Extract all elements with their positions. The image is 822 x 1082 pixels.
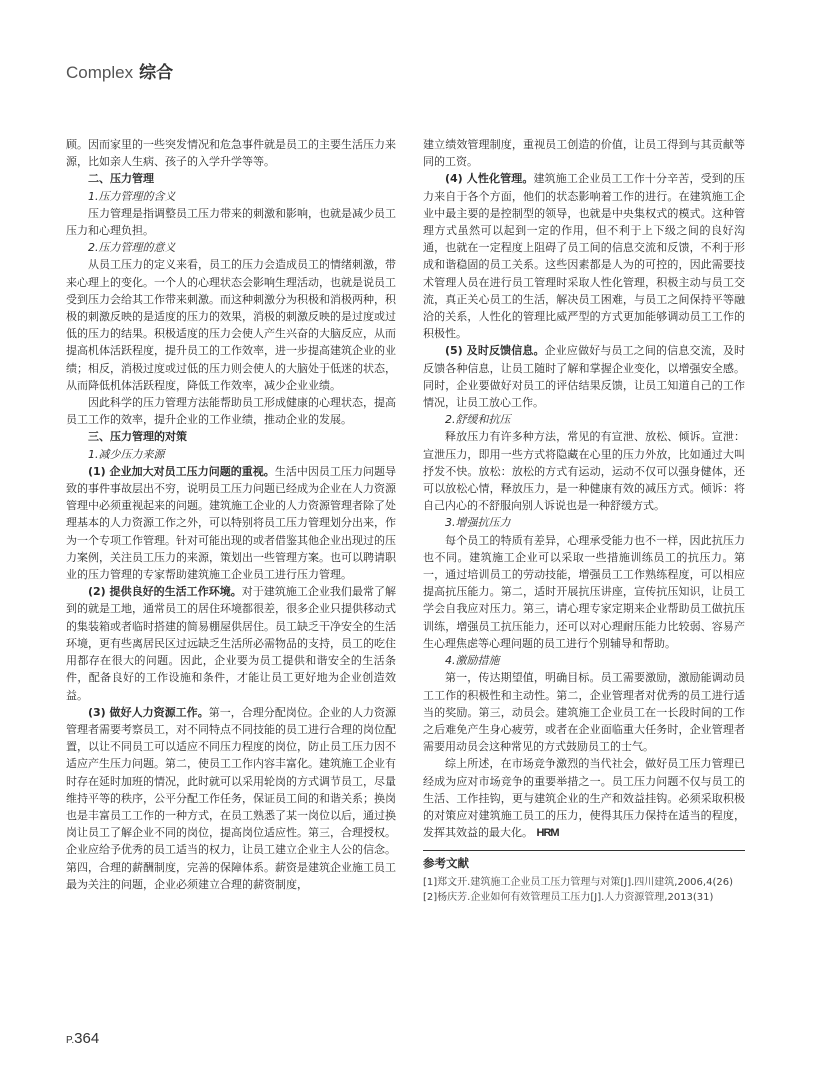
paragraph-text: 释放压力有许多种方法，常见的有宣泄、放松、倾诉。宣泄：宣泄压力，即用一些方式将隐藏在心里的压力外放，比如通过大叫抒发不快。放松：放松的方式有运动，运动不仅可以强身健体，还可以放松心情，释放压力，是一种健康有效的减压方式。倾诉：将自己内心的不舒服向别人诉说也是一种舒缓方式。 bbox=[423, 430, 745, 513]
paragraph-text: 建立绩效管理制度，重视员工创造的价值，让员工得到与其贡献等同的工资。 bbox=[423, 138, 745, 169]
body-paragraph bbox=[66, 205, 396, 239]
references bbox=[423, 850, 745, 904]
paragraph-text: 企业应做好与员工之间的信息交流，及时反馈各种信息，让员工随时了解和掌握企业变化，以增强安全感。同时，企业要做好对员工的评估结果反馈，让员工知道自己的工作情况，让员工放心工作。 bbox=[423, 344, 746, 410]
page-number bbox=[66, 1030, 99, 1047]
right-column-body bbox=[423, 136, 745, 842]
paragraph-text: 1.减少压力来源 bbox=[88, 447, 165, 461]
paragraph-text: 3.增强抗压力 bbox=[445, 516, 511, 530]
header-cn: 综合 bbox=[139, 63, 174, 83]
subsection-heading bbox=[423, 652, 745, 669]
paragraph-lead: (5) 及时反馈信息。 bbox=[445, 344, 545, 358]
body-paragraph bbox=[423, 755, 745, 842]
paragraph-text: 4.激励措施 bbox=[445, 654, 500, 668]
subsection-heading bbox=[66, 446, 396, 463]
numbered-paragraph bbox=[423, 342, 745, 411]
paragraph-text: 第一，传达期望值，明确目标。员工需要激励，激励能调动员工工作的积极性和主动性。第二，企业管理者对优秀的员工进行适当的奖励。第三，动员会。建筑施工企业员工在一长段时间的工作之后难免产生身心疲劳，或者在企业面临重大任务时，企业管理者需要用动员会这种常见的方式鼓励员工的士气。 bbox=[423, 671, 745, 754]
paragraph-text: 压力管理是指调整员工压力带来的刺激和影响，也就是减少员工压力和心理负担。 bbox=[66, 206, 396, 238]
paragraph-lead: (1) 企业加大对员工压力问题的重视。 bbox=[88, 464, 275, 478]
header-en: Complex bbox=[66, 63, 134, 82]
subsection-heading bbox=[66, 188, 396, 205]
subsection-heading bbox=[423, 411, 745, 428]
numbered-paragraph bbox=[66, 463, 396, 583]
paragraph-text: 对于建筑施工企业我们最常了解到的就是工地，通常员工的居住环境都很差，很多企业只提供移动式的集装箱或者临时搭建的简易棚屋供居住。员工缺乏干净安全的生活环境，更有些离居民区过远缺乏生活所必需物品的支持，员工的吃住用都存在很大的问题。因此，企业要为员工提供和谐安全的生活条件，配备良好的工作设施和条件，才能让员工更好地为企业创造效益。 bbox=[66, 585, 396, 702]
paragraph-text: 生活中因员工压力问题导致的事件事故层出不穷，说明员工压力问题已经成为企业在人力资源管理中必须重视起来的问题。建筑施工企业的人力资源管理者除了处理基本的人力资源工作之外，可以特别将员工压力管理划分出来，作为一个专项工作管理。针对可能出现的或者借鉴其他企业出现过的压力案例，关注员工压力的来源，策划出一些管理方案。也可以聘请职业的压力管理的专家帮助建筑施工企业员工进行压力管理。 bbox=[66, 464, 397, 582]
paragraph-lead: (3) 做好人力资源工作。 bbox=[88, 705, 209, 719]
paragraph-lead: (2) 提供良好的生活工作环境。 bbox=[88, 585, 242, 599]
paragraph-text: 2.压力管理的意义 bbox=[88, 241, 176, 255]
subsection-heading bbox=[423, 514, 745, 531]
paragraph-text: 三、压力管理的对策 bbox=[88, 430, 187, 444]
paragraph-text: 从员工压力的定义来看，员工的压力会造成员工的情绪刺激，带来心理上的变化。一个人的心理状态会影响生理活动，也就是说员工受到压力会给其工作带来刺激。而这种刺激分为积极和消极两种，积极的刺激反映的是适度的压力的效果，消极的刺激反映的是过度或过低的压力的结果。积极适度的压力会使人产生兴奋的大脑反应，从而提高机体活跃程度，提升员工的工作效率，进一步提高建筑企业的业绩；相反，消极过度或过低的压力则会使人的大脑处于低迷的状态，从而降低机体活跃程度，降低工作效率，减少企业业绩。 bbox=[66, 258, 396, 392]
reference-item: [1]郑文开.建筑施工企业员工压力管理与对策[J].四川建筑,2006,4(26) bbox=[423, 876, 733, 888]
paragraph-text: 1.压力管理的含义 bbox=[88, 189, 176, 203]
body-paragraph bbox=[66, 136, 396, 170]
hrm-end-mark: HRM bbox=[536, 827, 559, 840]
left-column bbox=[66, 136, 396, 893]
right-column bbox=[423, 136, 745, 905]
section-heading bbox=[66, 428, 396, 445]
body-paragraph bbox=[66, 256, 396, 394]
paragraph-text: 二、压力管理 bbox=[88, 172, 154, 186]
subsection-heading bbox=[66, 239, 396, 256]
paragraph-lead: (4) 人性化管理。 bbox=[445, 172, 534, 186]
page-number-value: 364 bbox=[74, 1030, 100, 1047]
numbered-paragraph bbox=[423, 170, 745, 342]
paragraph-text: 第一，合理分配岗位。企业的人力资源管理者需要考察员工，对不同特点不同技能的员工进行合理的岗位配置，以让不同员工可以适应不同压力程度的岗位，防止员工压力因不适应产生压力问题。第二，使员工工作内容丰富化。建筑施工企业有时存在延时加班的情况，此时就可以采用轮岗的方式调节员工，尽量维持平等的秩序，公平分配工作任务，保证员工间的和谐关系；换岗也是丰富员工工作的一种方式，在员工熟悉了某一岗位以后，通过换岗让员工了解企业不同的岗位，提高岗位适应性。第三，合理授权。企业应给予优秀的员工适当的权力，让员工建立企业主人公的信念。第四，合理的薪酬制度，完善的保障体系。薪资是建筑企业施工员工最为关注的问题，企业必须建立合理的薪资制度， bbox=[66, 705, 396, 891]
section-heading bbox=[66, 170, 396, 187]
paragraph-text: 2.舒缓和抗压 bbox=[445, 413, 511, 427]
numbered-paragraph bbox=[66, 704, 396, 893]
page-prefix: P. bbox=[66, 1035, 75, 1046]
body-paragraph bbox=[423, 669, 745, 755]
paragraph-text: 综上所述，在市场竞争激烈的当代社会，做好员工压力管理已经成为应对市场竞争的重要举措之一。员工压力问题不仅与员工的生活、工作挂钩，更与建筑企业的生产和效益挂钩。必须采取积极的对策应对建筑施工员工的压力，使得其压力保持在适当的程度，发挥其效益的最大化。 bbox=[423, 757, 745, 840]
paragraph-text: 建筑施工企业员工工作十分辛苦，受到的压力来自于各个方面，他们的状态影响着工作的进行。在建筑施工企业中最主要的是控制型的领导，也就是中央集权式的模式。这种管理方式虽然可以起到一定的作用，但不利于上下级之间的良好沟通，也就在一定程度上阻碍了员工间的信息交流和反馈，不利于形成和谐稳固的员工关系。这些因素都是人为的可控的，因此需要技术管理人员在进行员工管理时采取人性化管理，积极主动与员工交流，真正关心员工的生活，解决员工困难，与员工之间保持平等融洽的关系，人性化的管理比威严型的方式更加能够调动员工工作的积极性。 bbox=[423, 172, 746, 341]
body-paragraph bbox=[423, 532, 745, 652]
paragraph-text: 每个员工的特质有差异，心理承受能力也不一样，因此抗压力也不同。建筑施工企业可以采取一些措施训练员工的抗压力。第一，通过培训员工的劳动技能，增强员工工作熟练程度，可以相应提高抗压能力。第二，适时开展抗压讲座，宣传抗压知识，让员工学会自我应对压力。第三，请心理专家定期来企业帮助员工做抗压训练，增强员工抗压能力，还可以对心理耐压能力比较弱、容易产生心理焦虑等心理问题的员工进行个别辅导和帮助。 bbox=[423, 533, 745, 650]
running-header bbox=[66, 58, 173, 83]
reference-item: [2]杨庆芳.企业如何有效管理员工压力[J].人力资源管理,2013(31) bbox=[423, 891, 714, 903]
paragraph-text: 因此科学的压力管理方法能帮助员工形成健康的心理状态，提高员工工作的效率，提升企业的工作业绩，推动企业的发展。 bbox=[66, 396, 396, 427]
body-paragraph bbox=[423, 136, 745, 170]
body-paragraph bbox=[66, 394, 396, 428]
numbered-paragraph bbox=[66, 583, 396, 703]
paragraph-text: 顾。因而家里的一些突发情况和危急事件就是员工的主要生活压力来源，比如亲人生病、孩子的入学升学等等。 bbox=[66, 138, 396, 169]
body-paragraph bbox=[423, 428, 745, 514]
references-title: 参考文献 bbox=[423, 856, 469, 871]
